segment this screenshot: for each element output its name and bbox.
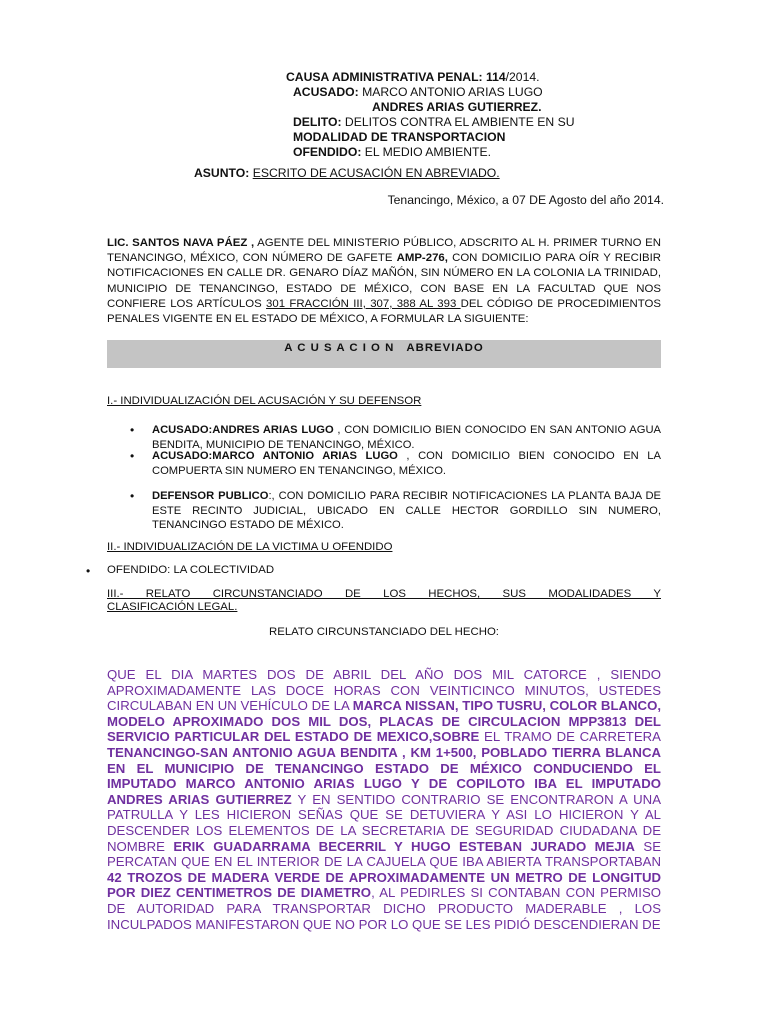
causa-year: /2014. bbox=[505, 70, 540, 84]
delito-text: DELITOS CONTRA EL AMBIENTE EN SU bbox=[341, 115, 575, 129]
section-2-heading: II.- INDIVIDUALIZACIÓN DE LA VICTIMA U OFENDIDO bbox=[107, 541, 393, 553]
list-item bbox=[152, 423, 661, 452]
narrative-segment: EL TRAMO DE CARRETERA bbox=[479, 729, 661, 745]
asunto-text: ESCRITO DE ACUSACIÓN EN ABREVIADO. bbox=[252, 166, 500, 180]
delito-label: DELITO: bbox=[293, 115, 342, 129]
section-3-heading: III.- RELATO CIRCUNSTANCIADO DE LOS HECHOS, SUS MODALIDADES Y bbox=[107, 588, 661, 600]
causa-label: CAUSA ADMINISTRATIVA PENAL: bbox=[286, 70, 483, 84]
narrative-segment: QUE EL DIA MARTES DOS DE ABRIL DEL AÑO DOS MIL CATORCE , SIENDO APROXIMADAMENTE LAS DOCE HORAS CON VEINTICINCO MINUTOS, USTEDES CIRCULABAN EN UN VEHÍCULO DE LA bbox=[107, 667, 661, 714]
gafete-number: AMP-276, bbox=[396, 252, 448, 265]
narrative-segment: MARCA NISSAN, TIPO TUSRU, COLOR BLANCO, MODELO APROXIMADO DOS MIL DOS, PLACAS DE CIRCULACION MPP3813 DEL SERVICIO PARTICULAR DEL ESTADO DE MEXICO,SOBRE bbox=[107, 698, 661, 745]
acusado-1: MARCO ANTONIO ARIAS LUGO bbox=[358, 85, 543, 99]
bullet-label: ACUSADO:MARCO ANTONIO ARIAS LUGO bbox=[152, 450, 398, 462]
section-1-heading: I.- INDIVIDUALIZACIÓN DEL ACUSACIÓN Y SU DEFENSOR bbox=[107, 395, 422, 407]
relato-title: RELATO CIRCUNSTANCIADO DEL HECHO: bbox=[269, 626, 499, 638]
bullet-text: , CON DOMICILIO BIEN CONOCIDO EN SAN ANTONIO AGUA BENDITA, MUNICIPIO DE TENANCINGO, MÉXICO. bbox=[152, 424, 662, 451]
causa-number: 114 bbox=[485, 70, 506, 84]
intro-text-2: CON DOMICILIO PARA OÍR Y RECIBIR NOTIFICACIONES EN CALLE DR. GENARO DÍAZ MAÑÓN, SIN NÚMERO EN LA COLONIA LA TRINIDAD, MUNICIPIO DE TENANCINGO, ESTADO DE MÉXICO, CON BASE EN LA FACULTAD QUE NOS CONFIERE LOS ARTÍCULOS bbox=[107, 252, 661, 310]
bullet-text: , CON DOMICILIO BIEN CONOCIDO EN LA COMPUERTA SIN NUMERO EN TENANCINGO, MÉXICO. bbox=[152, 450, 661, 477]
ofendido-label: OFENDIDO: bbox=[293, 145, 362, 159]
acusado-2: ANDRES ARIAS GUTIERREZ. bbox=[372, 100, 542, 114]
ofendido-bullet: • OFENDIDO: LA COLECTIVIDAD bbox=[107, 564, 274, 576]
delito-line bbox=[286, 115, 575, 130]
section-3-heading-cont: CLASIFICACIÓN LEGAL. bbox=[107, 601, 238, 613]
delito-modalidad: MODALIDAD DE TRANSPORTACION bbox=[293, 130, 506, 144]
intro-text-3: DEL CÓDIGO DE PROCEDIMIENTOS PENALES VIGENTE EN EL ESTADO DE MÉXICO, A FORMULAR LA SIGUIENTE: bbox=[107, 297, 661, 326]
place-date: Tenancingo, México, a 07 DE Agosto del año 2014. bbox=[387, 193, 664, 207]
list-item bbox=[152, 449, 661, 478]
bullet-label: ACUSADO:ANDRES ARIAS LUGO bbox=[152, 424, 334, 436]
asunto-label: ASUNTO: bbox=[194, 166, 250, 180]
bullet-label: DEFENSOR PUBLICO bbox=[152, 490, 269, 502]
narrative-paragraph bbox=[107, 667, 661, 932]
acusado-label: ACUSADO: bbox=[293, 85, 359, 99]
acusacion-banner bbox=[107, 340, 661, 368]
prosecutor-name: LIC. SANTOS NAVA PÁEZ , bbox=[107, 237, 255, 249]
case-header bbox=[286, 70, 575, 160]
narrative-segment: ERIK GUADARRAMA BECERRIL Y HUGO ESTEBAN JURADO MEJIA bbox=[173, 838, 635, 854]
intro-paragraph bbox=[107, 236, 661, 327]
narrative-segment: SE PERCATAN QUE EN EL INTERIOR DE LA CAJUELA QUE IBA ABIERTA TRANSPORTABAN bbox=[107, 838, 661, 870]
acusado-line bbox=[286, 85, 575, 100]
ofendido-line bbox=[286, 145, 575, 160]
list-item bbox=[152, 489, 661, 533]
bullet-text: :, CON DOMICILIO PARA RECIBIR NOTIFICACIONES LA PLANTA BAJA DE ESTE RECINTO JUDICIAL, UBICADO EN CALLE HECTOR GORDILLO SIN NUMERO, TENANCINGO ESTADO DE MÉXICO. bbox=[152, 490, 661, 532]
narrative-segment: , AL PEDIRLES SI CONTABAN CON PERMISO DE AUTORIDAD PARA TRANSPORTAR DICHO PRODUCTO MADERABLE , LOS INCULPADOS MANIFESTARON QUE NO POR LO QUE SE LES PIDIÓ DESCENDIERAN DE bbox=[107, 885, 661, 932]
narrative-segment: TENANCINGO-SAN ANTONIO AGUA BENDITA , KM 1+500, POBLADO TIERRA BLANCA EN EL MUNICIPIO DE TENANCINGO ESTADO DE MÉXICO CONDUCIENDO EL IMPUTADO MARCO ANTONIO ARIAS LUGO Y DE COPILOTO IBA EL IMPUTADO ANDRES ARIAS GUTIERREZ bbox=[107, 744, 661, 807]
banner-title: A C U S A C I O N ABREVIADO bbox=[284, 342, 484, 354]
asunto-line bbox=[194, 166, 500, 180]
articulos-ref: 301 FRACCIÓN III, 307, 388 AL 393 bbox=[266, 297, 461, 310]
causa-line bbox=[286, 70, 575, 85]
narrative-segment: 42 TROZOS DE MADERA VERDE DE APROXIMADAMENTE UN METRO DE LONGITUD POR DIEZ CENTIMETROS DE DIAMETRO bbox=[107, 869, 661, 901]
narrative-segment: Y EN SENTIDO CONTRARIO SE ENCONTRARON A UNA PATRULLA Y LES HICIERON SEÑAS QUE SE DETUVIERA Y ASI LO HICIERON Y AL DESCENDER LOS ELEMENTOS DE LA SECRETARIA DE SEGURIDAD CIUDADANA DE NOMBRE bbox=[107, 791, 661, 854]
ofendido-text: EL MEDIO AMBIENTE. bbox=[361, 145, 491, 159]
intro-text-1: AGENTE DEL MINISTERIO PÚBLICO, ADSCRITO AL H. PRIMER TURNO EN TENANCINGO, MÉXICO, CON NÚMERO DE GAFETE bbox=[107, 237, 661, 265]
